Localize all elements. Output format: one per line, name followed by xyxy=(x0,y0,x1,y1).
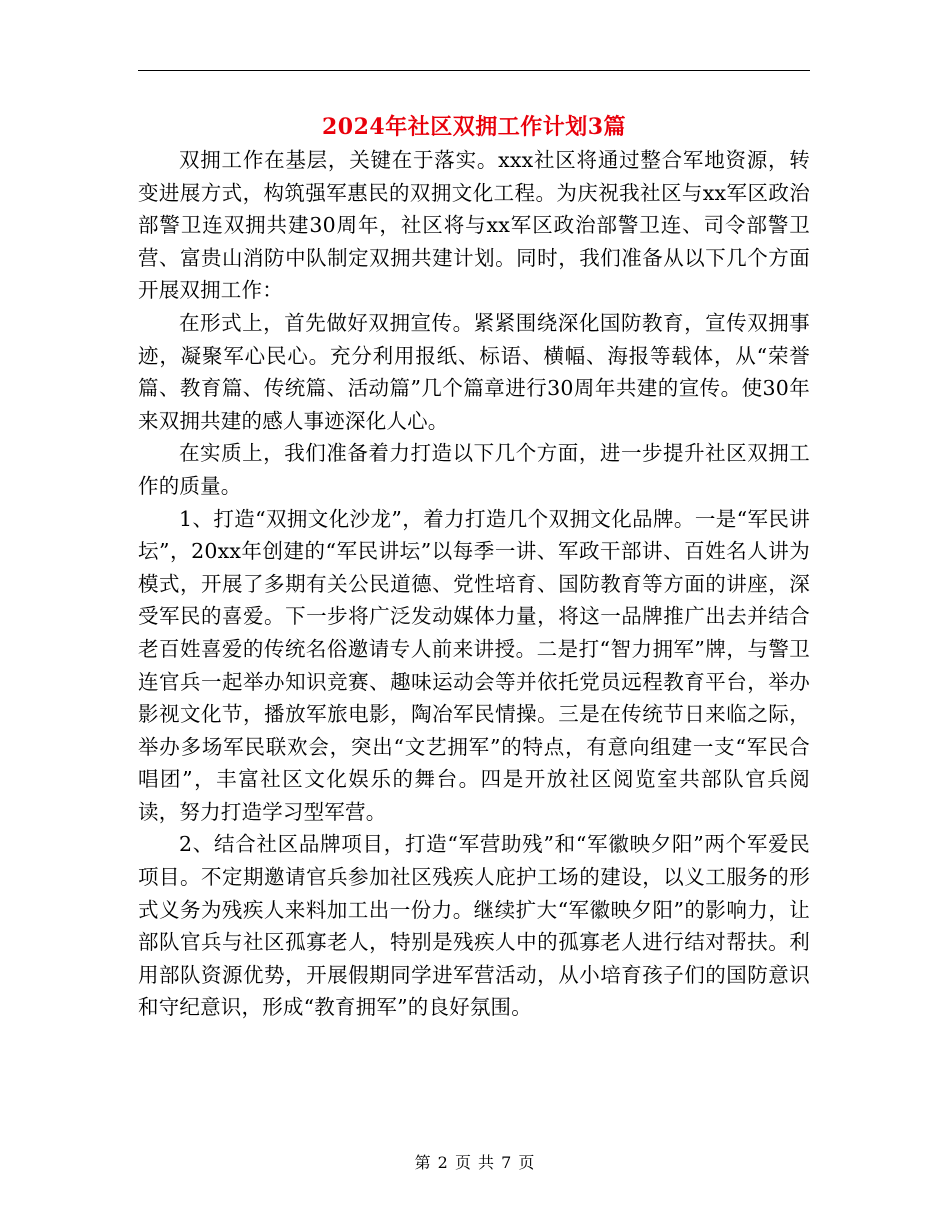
paragraph-substance: 在实质上，我们准备着力打造以下几个方面，进一步提升社区双拥工作的质量。 xyxy=(138,441,810,498)
paragraph-intro: 双拥工作在基层，关键在于落实。xxx社区将通过整合军地资源，转变进展方式，构筑强军惠民的双拥文化工程。为庆祝我社区与xx军区政治部警卫连双拥共建30周年，社区将与xx军区政治部警卫连、司令部警卫营、富贵山消防中队制定双拥共建计划。同时，我们准备从以下几个方面开展双拥工作： xyxy=(138,148,810,303)
page-number: 第 2 页 共 7 页 xyxy=(414,1153,536,1172)
paragraph-form: 在形式上，首先做好双拥宣传。紧紧围绕深化国防教育，宣传双拥事迹，凝聚军心民心。充分利用报纸、标语、横幅、海报等载体，从“荣誉篇、教育篇、传统篇、活动篇”几个篇章进行30周年共建的宣传。使30年来双拥共建的感人事迹深化人心。 xyxy=(138,310,810,433)
header-rule xyxy=(138,70,810,71)
paragraph-item-2: 2、结合社区品牌项目，打造“军营助残”和“军徽映夕阳”两个军爱民项目。不定期邀请官兵参加社区残疾人庇护工场的建设，以义工服务的形式义务为残疾人来料加工出一份力。继续扩大“军徽映夕阳”的影响力，让部队官兵与社区孤寡老人，特别是残疾人中的孤寡老人进行结对帮扶。利用部队资源优势，开展假期同学进军营活动，从小培育孩子们的国防意识和守纪意识，形成“教育拥军”的良好氛围。 xyxy=(138,832,810,1020)
paragraph-item-1: 1、打造“双拥文化沙龙”，着力打造几个双拥文化品牌。一是“军民讲坛”，20xx年创建的“军民讲坛”以每季一讲、军政干部讲、百姓名人讲为模式，开展了多期有关公民道德、党性培育、国防教育等方面的讲座，深受军民的喜爱。下一步将广泛发动媒体力量，将这一品牌推广出去并结合老百姓喜爱的传统名俗邀请专人前来讲授。二是打“智力拥军”牌，与警卫连官兵一起举办知识竞赛、趣味运动会等并依托党员远程教育平台，举办影视文化节，播放军旅电影，陶冶军民情操。三是在传统节日来临之际，举办多场军民联欢会，突出“文艺拥军”的特点，有意向组建一支“军民合唱团”，丰富社区文化娱乐的舞台。四是开放社区阅览室共部队官兵阅读，努力打造学习型军营。 xyxy=(138,506,810,824)
document-body xyxy=(138,144,810,1024)
document-title: 2024年社区双拥工作计划3篇 xyxy=(321,114,627,140)
